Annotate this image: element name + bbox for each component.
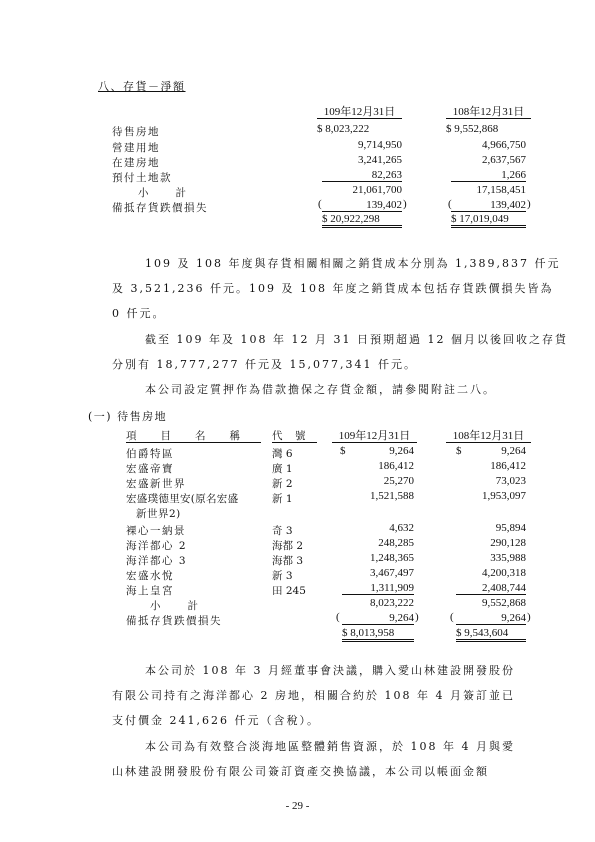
- detail-name: 宏盛帝寶: [126, 463, 174, 475]
- detail-v1: 9,264: [389, 445, 414, 457]
- paragraph-line: 及 3,521,236 仟元。109 及 108 年度之銷貨成本包括存貨跌價損失皆為: [112, 282, 554, 295]
- summary-label: 預付土地款: [112, 172, 172, 184]
- summary-label: 在建房地: [112, 157, 160, 169]
- paragraph-line: 本公司為有效整合淡海地區整體銷售資源，於 108 年 4 月與愛: [145, 740, 515, 753]
- detail-code: 奇 3: [272, 525, 293, 537]
- detail-code: 海都 2: [272, 540, 304, 552]
- paragraph-line: 支付價金 241,626 仟元（含稅）。: [112, 714, 320, 727]
- detail-code: 新 2: [272, 478, 293, 490]
- detail-total-v2: $ 9,543,604: [456, 627, 526, 642]
- paragraph-line: 分別有 18,777,277 仟元及 15,077,341 仟元。: [112, 358, 417, 371]
- summary-label: 小 計: [138, 187, 188, 199]
- detail-subtotal-label: 小 計: [150, 600, 200, 612]
- col-header-code: 代 號: [272, 430, 307, 442]
- subsection-title: (一) 待售房地: [88, 410, 168, 423]
- detail-v2: 4,200,318: [482, 567, 526, 579]
- detail-code: 廣 1: [272, 463, 293, 475]
- detail-v1: 9,264: [342, 612, 414, 625]
- detail-v1: 1,311,909: [342, 582, 414, 595]
- paragraph-line: 本公司設定質押作為借款擔保之存貨金額，請參閱附註二八。: [145, 383, 496, 396]
- detail-v1: 8,023,222: [370, 597, 414, 609]
- dollar-sign: $: [340, 445, 346, 457]
- detail-name: 海洋都心 2: [126, 540, 188, 552]
- dollar-sign: $: [456, 445, 462, 457]
- summary-v2: 2,637,567: [482, 154, 526, 166]
- detail-name-cont: 新世界2): [136, 508, 181, 520]
- paragraph-line: 山林建設開發股份有限公司簽訂資產交換協議，本公司以帳面金額: [112, 765, 489, 778]
- summary-v2: 4,966,750: [482, 139, 526, 151]
- paragraph-line: 有限公司持有之海洋都心 2 房地，相關合約於 108 年 4 月簽訂並已: [112, 689, 515, 702]
- detail-v2: 9,552,868: [482, 597, 526, 609]
- summary-label: 備抵存貨跌價損失: [112, 202, 208, 214]
- summary-total-v1: $ 20,922,298: [322, 213, 402, 228]
- paragraph-line: 0 仟元。: [112, 307, 166, 320]
- detail-v2: 335,988: [490, 552, 526, 564]
- detail-code: 新 1: [272, 493, 293, 505]
- col-header-108: 108年12月31日: [452, 430, 525, 442]
- detail-code: 田 245: [272, 585, 306, 597]
- summary-v1: $ 8,023,222: [317, 123, 370, 135]
- detail-code: 灣 6: [272, 448, 293, 460]
- section-title: 八、存貨－淨額: [98, 80, 186, 93]
- detail-v2: 9,264: [456, 612, 526, 625]
- detail-name: 宏盛水悅: [126, 570, 174, 582]
- summary-v2: $ 9,552,868: [446, 123, 499, 135]
- detail-v2: 1,953,097: [482, 490, 526, 502]
- detail-name: 伯爵特區: [126, 448, 174, 460]
- summary-v2: 1,266: [451, 169, 526, 182]
- detail-v2: 186,412: [490, 460, 526, 472]
- detail-v2: 73,023: [495, 475, 526, 487]
- detail-v2: 95,894: [495, 522, 526, 534]
- detail-v2: 2,408,744: [456, 582, 526, 595]
- detail-name: 備抵存貨跌價損失: [126, 615, 222, 627]
- detail-v1: 3,467,497: [370, 567, 414, 579]
- detail-v1: 186,412: [378, 460, 414, 472]
- detail-v1: 1,521,588: [370, 490, 414, 502]
- paragraph-line: 本公司於 108 年 3 月經董事會決議，購入愛山林建設開發股份: [145, 664, 515, 677]
- paragraph-line: 109 及 108 年度與存貨相關相關之銷貨成本分別為 1,389,837 仟元: [145, 257, 561, 270]
- detail-code: 新 3: [272, 570, 293, 582]
- summary-label: 待售房地: [112, 126, 160, 138]
- detail-name: 海上皇宮: [126, 585, 174, 597]
- summary-header-109: 109年12月31日: [323, 106, 396, 118]
- detail-total-v1: $ 8,013,958: [342, 627, 414, 642]
- detail-name: 宏盛璞德里安(原名宏盛: [126, 493, 239, 505]
- detail-v2: 9,264: [501, 445, 526, 457]
- detail-name: 裸心一納景: [126, 525, 186, 537]
- detail-v1: 25,270: [383, 475, 414, 487]
- summary-v2: 139,402: [451, 199, 526, 212]
- summary-v1: 3,241,265: [358, 154, 402, 166]
- detail-v2: 290,128: [490, 537, 526, 549]
- detail-v1: 4,632: [389, 522, 414, 534]
- summary-label: 營建用地: [112, 142, 160, 154]
- col-header-109: 109年12月31日: [338, 430, 411, 442]
- summary-header-108: 108年12月31日: [452, 106, 525, 118]
- summary-v2: 17,158,451: [476, 184, 526, 196]
- col-header-item: 項 目 名 稱: [126, 430, 241, 442]
- detail-v1: 248,285: [378, 537, 414, 549]
- detail-name: 宏盛新世界: [126, 478, 186, 490]
- summary-v1: 139,402: [322, 199, 402, 212]
- detail-v1: 1,248,365: [370, 552, 414, 564]
- page-number: - 29 -: [285, 800, 310, 812]
- detail-name: 海洋都心 3: [126, 555, 188, 567]
- summary-v1: 82,263: [322, 169, 402, 182]
- paragraph-line: 截至 109 年及 108 年 12 月 31 日預期超過 12 個月以後回收之存貨: [145, 333, 568, 346]
- summary-v1: 21,061,700: [352, 184, 402, 196]
- summary-v1: 9,714,950: [358, 139, 402, 151]
- detail-code: 海都 3: [272, 555, 304, 567]
- summary-total-v2: $ 17,019,049: [451, 213, 526, 228]
